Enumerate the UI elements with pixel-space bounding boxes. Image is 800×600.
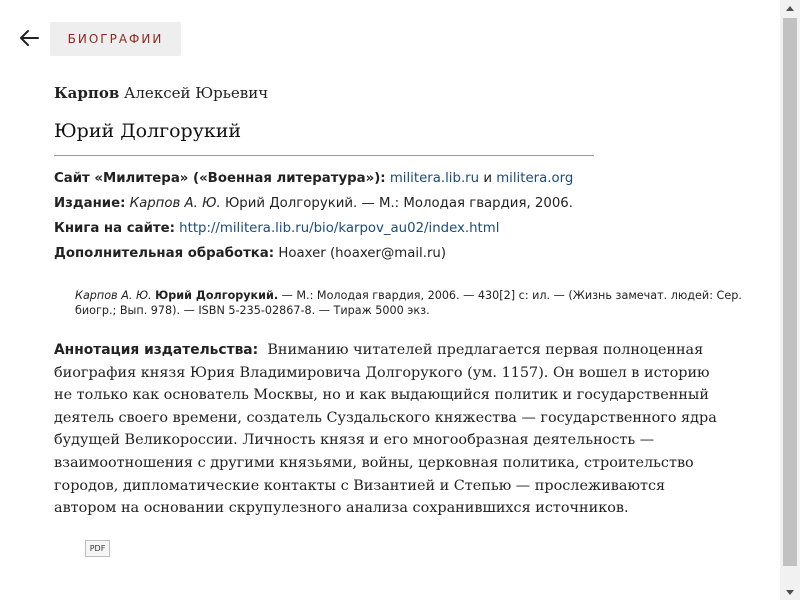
scroll-down-icon[interactable] — [780, 584, 800, 600]
arrow-left-icon[interactable] — [18, 27, 40, 49]
biblio-author: Карпов А. Ю. — [75, 289, 152, 302]
annotation-label: Аннотация издательства — [54, 342, 253, 358]
processing-label: Дополнительная обработка: — [54, 246, 275, 261]
annotation-text: Вниманию читателей предлагается первая полноценная биография князя Юрия Владимировича Долгорукого (ум. 1157). Он вошел в историю не только как основатель Москвы, но и как выдающийся политик и государственный деятель своего времени, создатель Суздальского княжества — государственного ядра будущей Великороссии. Личность князя и его многообразная деятельность — взаимоотношения с другими князьями, войны, церковная политика, строительство городов, дипломатические контакты с Византией и Степью — прослеживаются автором на основании скрупулезного анализа сохранившихся источников. — [54, 342, 717, 517]
publisher-annotation — [54, 339, 719, 520]
site-label: Сайт «Милитера» («Военная литература»): — [54, 171, 386, 186]
book-url-label: Книга на сайте: — [54, 221, 175, 236]
edition-author: Карпов А. Ю. — [129, 196, 221, 211]
annotation-colon: : — [252, 342, 259, 358]
book-title: Юрий Долгорукий — [54, 120, 242, 142]
edition-text: Юрий Долгорукий. — М.: Молодая гвардия, 2006. — [224, 196, 573, 211]
processing-value: Hoaxer (hoaxer@mail.ru) — [278, 246, 447, 261]
site-and-text: и — [483, 171, 492, 186]
biblio-title: Юрий Долгорукий. — [155, 289, 279, 302]
vertical-scrollbar[interactable] — [780, 0, 800, 600]
author-given-names: Алексей Юрьевич — [124, 84, 269, 102]
edition-label: Издание: — [54, 196, 126, 211]
site-link-org[interactable]: militera.org — [496, 171, 574, 186]
book-author — [54, 84, 268, 102]
site-row — [54, 166, 614, 191]
book-url-link[interactable]: http://militera.lib.ru/bio/karpov_au02/index.html — [179, 221, 500, 236]
bibliographic-record — [75, 288, 755, 318]
processing-row — [54, 241, 614, 266]
category-button[interactable]: БИОГРАФИИ — [50, 22, 181, 56]
biblio-details: — М.: Молодая гвардия, 2006. — 430[2] с: ил. — (Жизнь замечат. людей: Сер. биогр.; Вып. 978). — ISBN 5-235-02867-8. — Тираж 5000 экз. — [75, 289, 742, 317]
book-url-row — [54, 216, 614, 241]
author-surname: Карпов — [54, 84, 120, 102]
edition-row — [54, 191, 614, 216]
site-link-lib[interactable]: militera.lib.ru — [389, 171, 480, 186]
scroll-up-icon[interactable] — [780, 0, 800, 16]
divider — [54, 155, 594, 156]
book-meta — [54, 166, 614, 266]
pdf-download-button[interactable]: PDF — [85, 540, 110, 557]
scrollbar-thumb[interactable] — [783, 18, 797, 566]
